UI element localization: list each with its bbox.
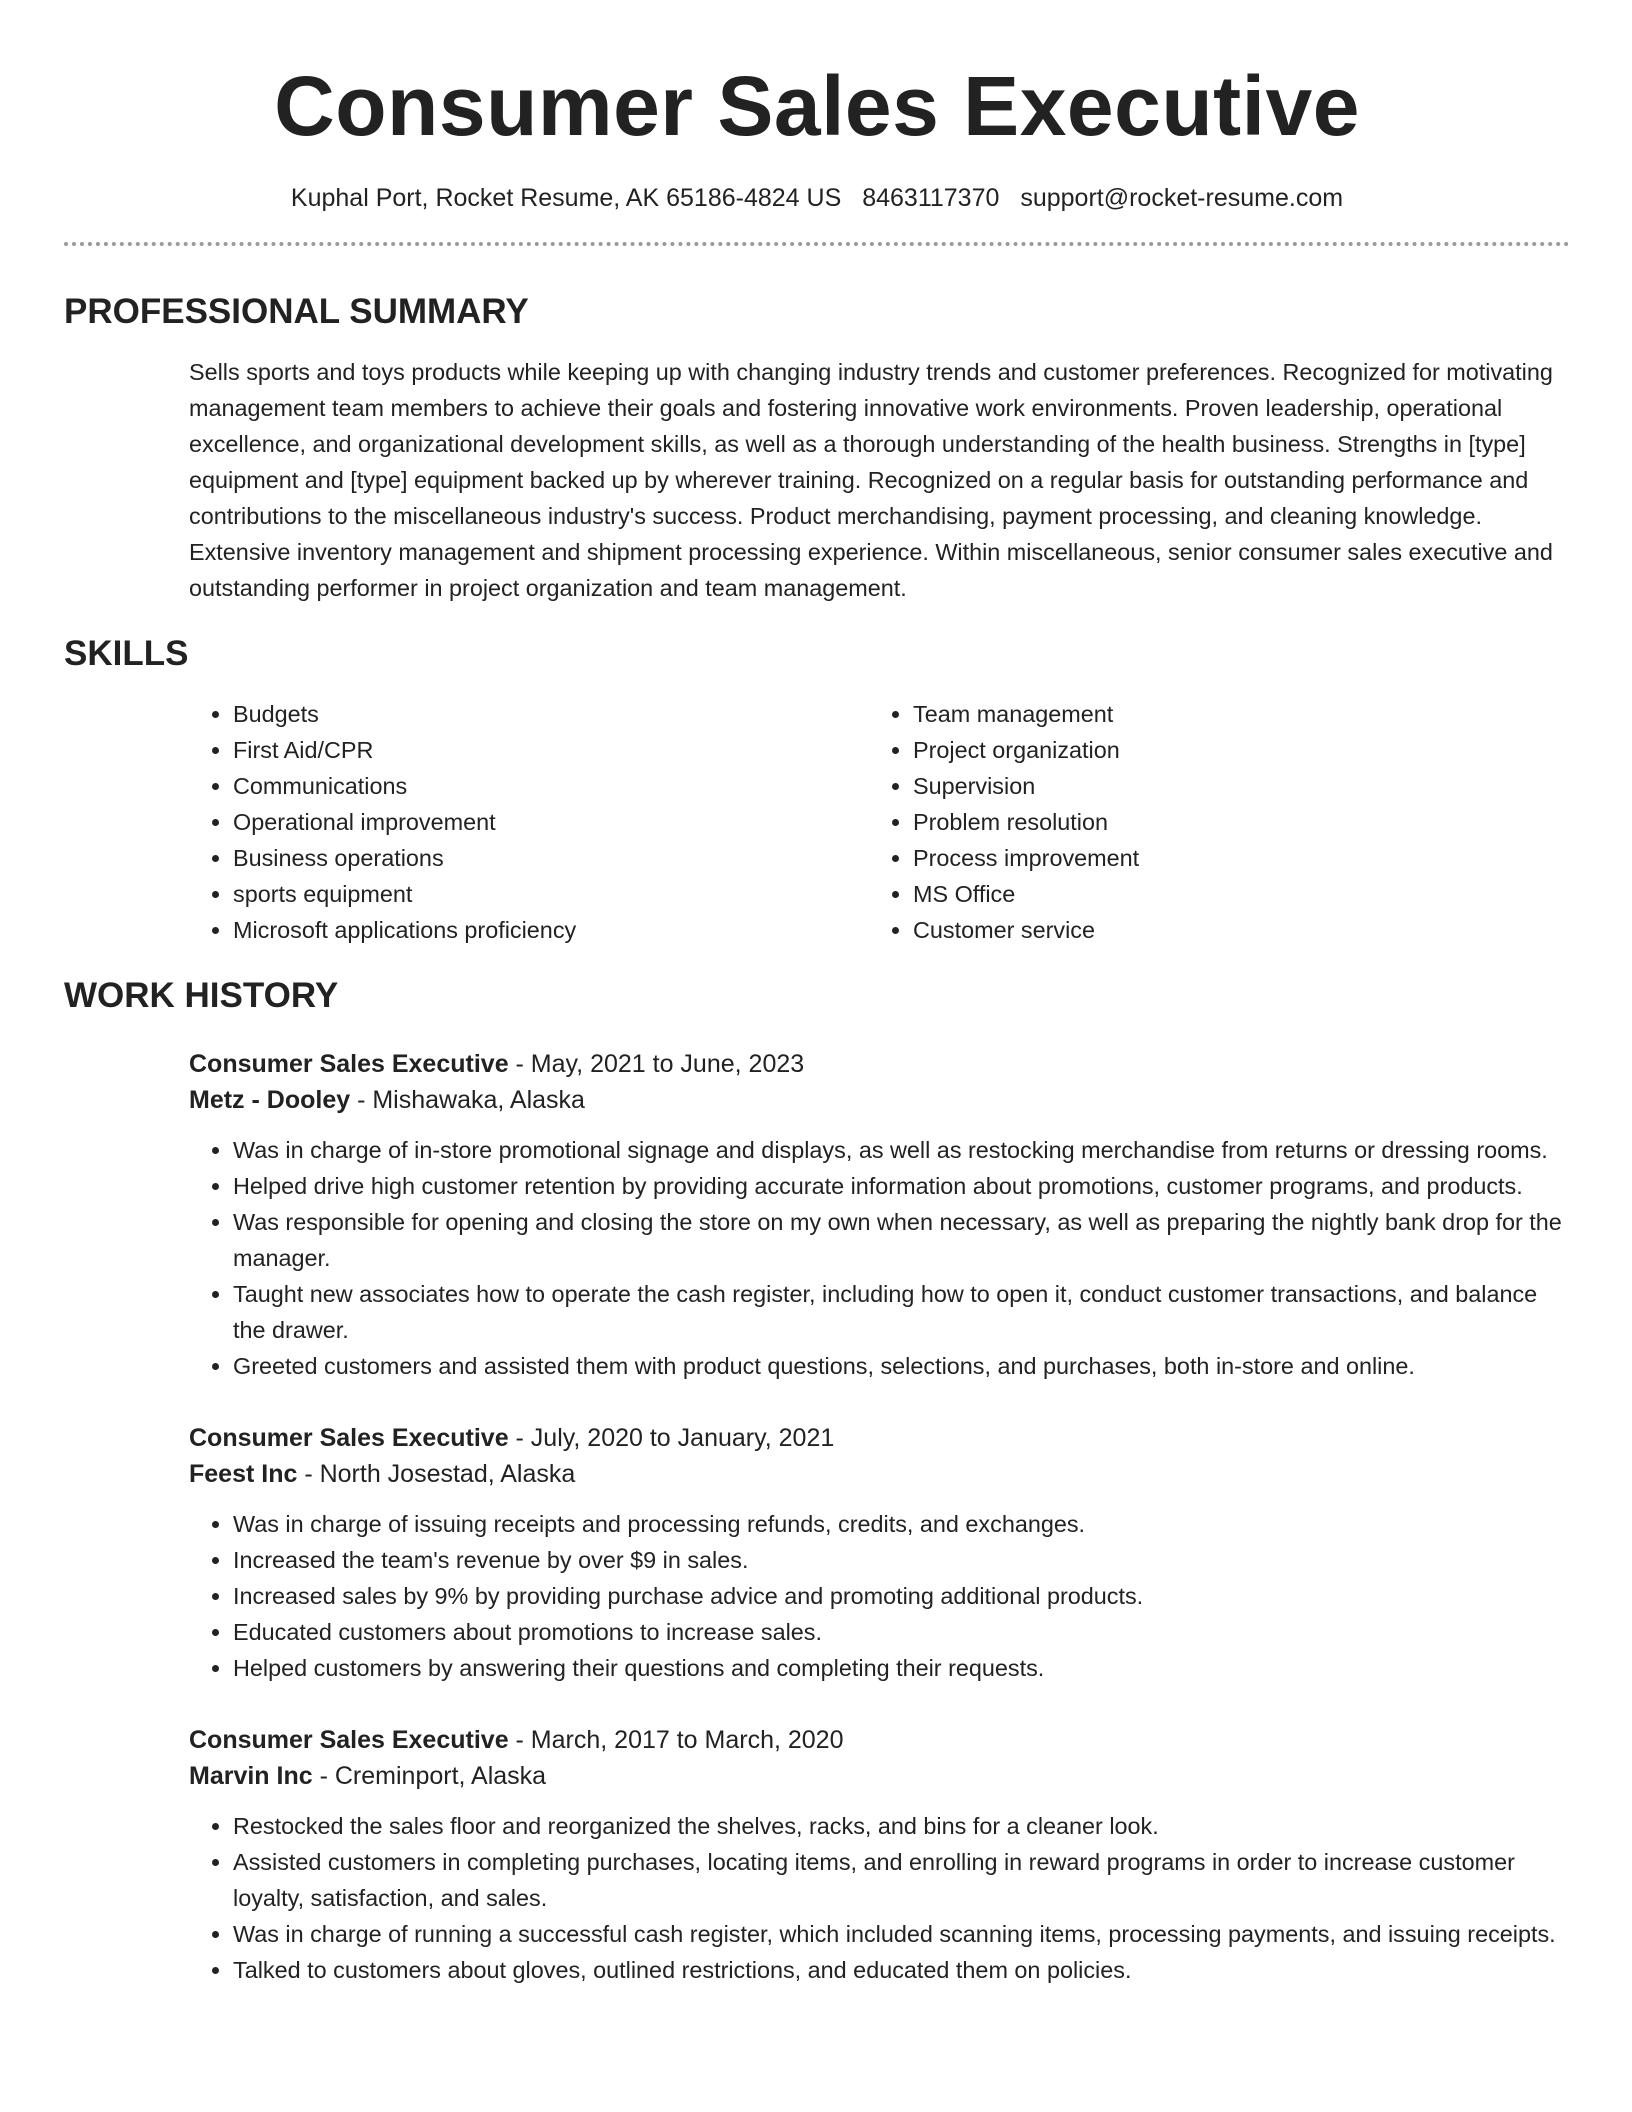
- job-bullet: • Taught new associates how to operate the cash register, including how to open it, conduct customer transactions, and balance the drawer.: [233, 1276, 1570, 1348]
- skill-item: • Operational improvement: [233, 804, 869, 840]
- job-company: Metz - Dooley: [189, 1086, 351, 1114]
- job-entry: [189, 1046, 1570, 1384]
- job-bullets: [189, 1808, 1570, 1988]
- job-dates: - March, 2017 to March, 2020: [508, 1726, 844, 1754]
- skill-item: • MS Office: [913, 876, 1549, 912]
- skills-columns: [189, 696, 1570, 948]
- skills-list-right: [869, 696, 1549, 948]
- job-bullet: • Talked to customers about gloves, outlined restrictions, and educated them on policies.: [233, 1952, 1570, 1988]
- job-entry: [189, 1722, 1570, 1988]
- job-bullets: [189, 1132, 1570, 1384]
- resume-page: [64, 0, 1570, 1988]
- header-divider: [64, 242, 1570, 246]
- skill-item: • Team management: [913, 696, 1549, 732]
- job-location: - Mishawaka, Alaska: [350, 1086, 585, 1114]
- contact-address: Kuphal Port, Rocket Resume, AK 65186-4824 US: [290, 184, 842, 212]
- job-company-line: [189, 1758, 1570, 1794]
- job-bullet: • Helped customers by answering their questions and completing their requests.: [233, 1650, 1570, 1686]
- job-bullet: • Was in charge of issuing receipts and processing refunds, credits, and exchanges.: [233, 1506, 1570, 1542]
- skill-item: • Problem resolution: [913, 804, 1549, 840]
- skill-item: • Customer service: [913, 912, 1549, 948]
- job-entry: [189, 1420, 1570, 1686]
- job-title: Consumer Sales Executive: [189, 1726, 509, 1754]
- skill-item: • sports equipment: [233, 876, 869, 912]
- job-dates: - July, 2020 to January, 2021: [508, 1424, 835, 1452]
- job-bullet: • Was in charge of in-store promotional signage and displays, as well as restocking merchandise from returns or dressing rooms.: [233, 1132, 1570, 1168]
- job-bullet: • Educated customers about promotions to increase sales.: [233, 1614, 1570, 1650]
- skill-item: • Process improvement: [913, 840, 1549, 876]
- contact-line: [64, 182, 1570, 214]
- skill-item: • Business operations: [233, 840, 869, 876]
- job-company: Feest Inc: [189, 1460, 298, 1488]
- contact-phone: 8463117370: [862, 184, 1000, 212]
- summary-text: Sells sports and toys products while keeping up with changing industry trends and customer preferences. Recognized for motivating management team members to achieve their goals and fostering innovative work environments. Proven leadership, operational excellence, and organizational development skills, as well as a thorough understanding of the health business. Strengths in [type] equipment and [type] equipment backed up by wherever training. Recognized on a regular basis for outstanding performance and contributions to the miscellaneous industry's success. Product merchandising, payment processing, and cleaning knowledge. Extensive inventory management and shipment processing experience. Within miscellaneous, senior consumer sales executive and outstanding performer in project organization and team management.: [189, 359, 1553, 601]
- job-bullet: • Was in charge of running a successful cash register, which included scanning items, processing payments, and issuing receipts.: [233, 1916, 1570, 1952]
- job-dates: - May, 2021 to June, 2023: [508, 1050, 805, 1078]
- job-company-line: [189, 1456, 1570, 1492]
- skill-item: • Supervision: [913, 768, 1549, 804]
- skill-item: • Microsoft applications proficiency: [233, 912, 869, 948]
- job-company: Marvin Inc: [189, 1762, 313, 1790]
- job-title-line: [189, 1046, 1570, 1082]
- skill-item: • Budgets: [233, 696, 869, 732]
- job-title: Consumer Sales Executive: [189, 1050, 509, 1078]
- job-bullets: [189, 1506, 1570, 1686]
- job-bullet: • Increased the team's revenue by over $9 in sales.: [233, 1542, 1570, 1578]
- skills-heading: SKILLS: [64, 634, 189, 673]
- job-location: - Creminport, Alaska: [312, 1762, 547, 1790]
- job-title: Consumer Sales Executive: [189, 1424, 509, 1452]
- skill-item: • Communications: [233, 768, 869, 804]
- job-bullet: • Restocked the sales floor and reorganized the shelves, racks, and bins for a cleaner look.: [233, 1808, 1570, 1844]
- job-company-line: [189, 1082, 1570, 1118]
- job-title-line: [189, 1420, 1570, 1456]
- job-bullet: • Was responsible for opening and closing the store on my own when necessary, as well as preparing the nightly bank drop for the manager.: [233, 1204, 1570, 1276]
- job-bullet: • Increased sales by 9% by providing purchase advice and promoting additional products.: [233, 1578, 1570, 1614]
- work-history-heading: WORK HISTORY: [64, 976, 339, 1015]
- job-bullet: • Greeted customers and assisted them with product questions, selections, and purchases, both in-store and online.: [233, 1348, 1570, 1384]
- skills-list-left: [189, 696, 869, 948]
- skill-item: • Project organization: [913, 732, 1549, 768]
- job-bullet: • Helped drive high customer retention by providing accurate information about promotions, customer programs, and products.: [233, 1168, 1570, 1204]
- resume-name: Consumer Sales Executive: [274, 59, 1360, 153]
- job-location: - North Josestad, Alaska: [297, 1460, 576, 1488]
- job-bullet: • Assisted customers in completing purchases, locating items, and enrolling in reward programs in order to increase customer loyalty, satisfaction, and sales.: [233, 1844, 1570, 1916]
- contact-email: support@rocket-resume.com: [1020, 184, 1344, 212]
- summary-heading: PROFESSIONAL SUMMARY: [64, 292, 529, 331]
- skill-item: • First Aid/CPR: [233, 732, 869, 768]
- job-title-line: [189, 1722, 1570, 1758]
